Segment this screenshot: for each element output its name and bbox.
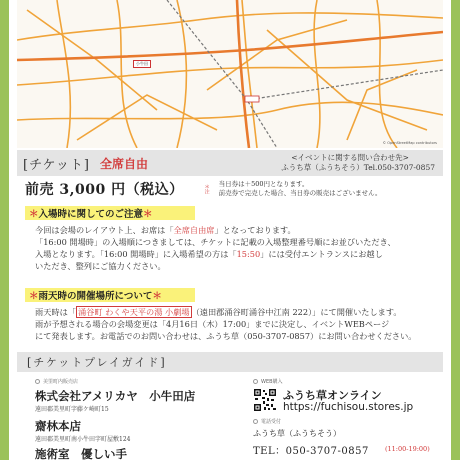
highlight-text: 15:50	[236, 249, 261, 259]
text: 」には受付エントランスにお越し	[260, 249, 383, 259]
map-credit: © OpenStreetMap contributors	[382, 141, 437, 145]
star-mark: ＊	[29, 291, 39, 302]
text: にて発表します。お電話でのお問い合わせは、ふうち草（050-3707-0857）にお問い合わせください。	[35, 331, 417, 341]
shop-name: 施術室 優しい手	[35, 447, 127, 460]
flyer-page	[9, 0, 451, 460]
text: 雨天時は「	[35, 307, 76, 317]
shop-list-label	[35, 378, 78, 385]
text: 」となっております。	[214, 225, 296, 235]
web-label	[253, 378, 283, 385]
text: 「16:00 開場時」の入場順につきましては、チケットに記載の入場整理番号順にお並びいただき、	[35, 237, 396, 247]
contact-box	[281, 153, 435, 173]
label-text: 美里町内販売店	[43, 379, 79, 385]
price-notes	[219, 180, 382, 198]
text: いただき、整列にご協力ください。	[35, 261, 166, 271]
rain-heading	[25, 288, 195, 302]
contact-line: ふうち草（ふうちそう）Tel.050-3707-0857	[281, 163, 435, 172]
phone-hours: (11:00-19:00)	[385, 445, 430, 453]
seating-body	[35, 224, 439, 272]
rain-body	[35, 306, 439, 342]
star-mark: ＊	[143, 209, 153, 220]
text: 今回は会場のレイアウト上、お席は「	[35, 225, 174, 235]
contact-heading: <イベントに関する問い合わせ先>	[291, 153, 409, 162]
seating-heading	[25, 206, 195, 220]
map-roads	[17, 0, 443, 148]
label-text: 電話受付	[261, 419, 282, 425]
seating-heading-text: 入場時に関してのご注意	[38, 209, 144, 220]
shop-name: 株式会社アメリカヤ 小牛田店	[35, 389, 196, 403]
price-label: 前売 3,000 円（税込）	[25, 182, 184, 198]
text: 入場となります。「16:00 開場時」に入場希望の方は「	[35, 249, 237, 259]
phone-number[interactable]: TEL：050-3707-0857	[253, 446, 369, 457]
map	[17, 0, 443, 148]
phone-label	[253, 418, 281, 425]
highlight-text: 涌谷町 わくや天平の湯 小劇場	[77, 307, 190, 317]
price-row	[25, 178, 445, 200]
shop-name: 齋林本店	[35, 419, 81, 433]
price-note: 当日券は＋500円となります。	[218, 180, 309, 188]
station-label: 小牛田	[133, 60, 151, 68]
ticket-seat-type: 全席自由	[99, 156, 148, 171]
price-note-mark: ＊注	[203, 184, 210, 194]
phone-shop-name: ふうち草（ふうちそう）	[253, 429, 341, 438]
qr-code-icon[interactable]	[253, 388, 277, 412]
ticket-bar	[17, 150, 443, 176]
online-shop-link[interactable]: https://fuchisou.stores.jp	[283, 401, 414, 413]
web-icon	[253, 379, 258, 384]
text: 雨が予想される場合の会場変更は「4月16日（木）17:00」までに決定し、イベントWEBページ	[35, 319, 390, 329]
location-icon	[35, 379, 40, 384]
label-text: WEB購入	[261, 379, 283, 385]
text: （遠田郡涌谷町涌谷中江南 222）」にて開催いたします。	[191, 307, 402, 317]
online-shop-name: ふうち草オンライン	[283, 389, 382, 402]
guide-bar: [チケットプレイガイド]	[17, 352, 443, 372]
shop-address: 遠田郡美里町字藤ケ崎町15	[35, 406, 109, 413]
phone-icon	[253, 419, 258, 424]
price-note: 前売券で完売した場合、当日券の販売はございません。	[218, 189, 382, 197]
star-mark: ＊	[29, 209, 39, 220]
rain-heading-text: 雨天時の開催場所について	[38, 291, 153, 302]
star-mark: ＊	[152, 291, 162, 302]
ticket-tag: [チケット]	[23, 157, 90, 173]
highlight-text: 全席自由席	[173, 225, 215, 235]
shop-address: 遠田郡美里町南小牛田字町屋敷124	[35, 436, 131, 443]
